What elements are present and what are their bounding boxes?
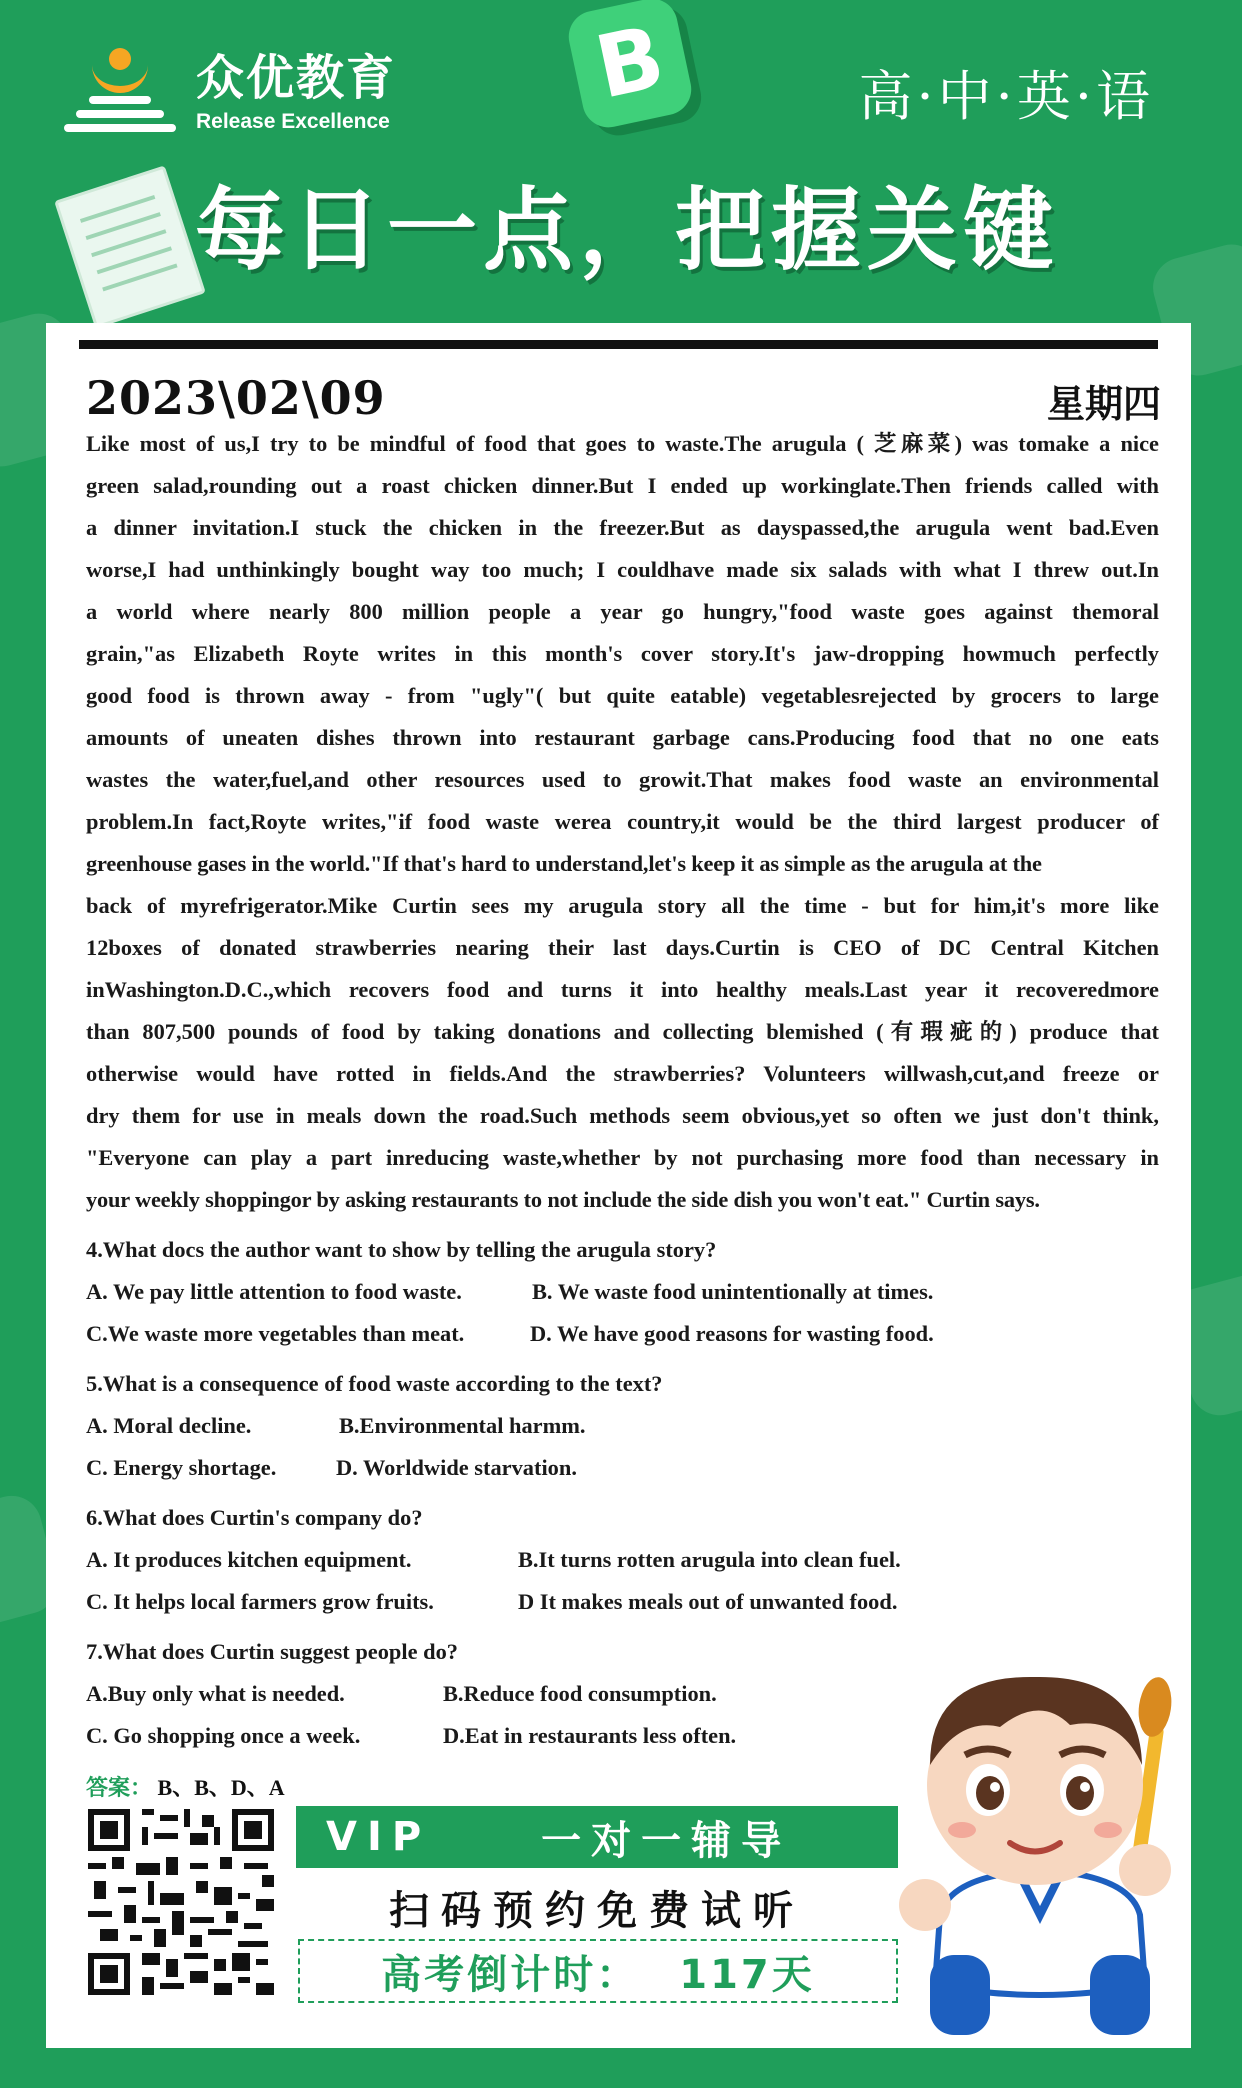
- passage-line: otherwise would have rotted in fields.And the strawberries? Volunteers willwash,cut,and freeze or: [86, 1061, 1159, 1086]
- tutoring-label: 一对一辅导: [541, 1817, 792, 1864]
- question-4-option-b: B. We waste food unintentionally at times.: [532, 1279, 934, 1304]
- passage-line: worse,I had unthinkingly bought way too much; I couldhave made six salads with what I threw out.In: [86, 557, 1159, 582]
- boy-mascot-icon: [870, 1655, 1210, 2055]
- question-7-option-b: B.Reduce food consumption.: [443, 1681, 717, 1706]
- question-4-option-d: D. We have good reasons for wasting food.: [530, 1321, 934, 1346]
- countdown-label: 高考倒计时：: [381, 1951, 640, 1998]
- question-4-option-c: C.We waste more vegetables than meat.: [86, 1321, 465, 1346]
- question-7-option-a: A.Buy only what is needed.: [86, 1681, 345, 1706]
- countdown-value: 117天: [679, 1951, 815, 1998]
- passage-line: a world where nearly 800 million people a year go hungry,"food waste goes against themoral: [86, 599, 1159, 624]
- question-6-stem: 6.What does Curtin's company do?: [86, 1505, 423, 1530]
- question-6-option-d: D It makes meals out of unwanted food.: [518, 1589, 898, 1614]
- question-6-options-row-1: [86, 1539, 1146, 1581]
- vip-banner[interactable]: [296, 1806, 898, 1868]
- passage-line: "Everyone can play a part inreducing waste,whether by not purchasing more food than necessary in: [86, 1145, 1159, 1170]
- passage-line: green salad,rounding out a roast chicken dinner.But I ended up workinglate.Then friends called with: [86, 473, 1159, 498]
- passage-line: good food is thrown away - from "ugly"( but quite eatable) vegetablesrejected by grocers to large: [86, 683, 1159, 708]
- question-7-option-d: D.Eat in restaurants less often.: [443, 1723, 737, 1748]
- question-6-option-a: A. It produces kitchen equipment.: [86, 1547, 412, 1572]
- passage-line: problem.In fact,Royte writes,"if food waste werea country,it would be the third largest producer of: [86, 809, 1159, 834]
- subject-title: 高·中·英·语: [858, 65, 1154, 128]
- question-5-options-row-2: [86, 1447, 1146, 1489]
- question-4-options-row-1: [86, 1271, 1146, 1313]
- reading-passage: [86, 423, 1159, 1221]
- question-4-stem: 4.What docs the author want to show by telling the arugula story?: [86, 1237, 717, 1262]
- answer-line: [86, 1771, 285, 1802]
- question-5-option-a: A. Moral decline.: [86, 1413, 252, 1438]
- passage-line: back of myrefrigerator.Mike Curtin sees my arugula story all the time - but for him,it's more like: [86, 893, 1159, 918]
- brand-name-en: Release Excellence: [196, 110, 390, 133]
- question-5-option-c: C. Energy shortage.: [86, 1455, 277, 1480]
- passage-line: your weekly shoppingor by asking restaurants to not include the side dish you won't eat." Curtin says.: [86, 1187, 1040, 1212]
- passage-line: amounts of uneaten dishes thrown into restaurant garbage cans.Producing food that no one eats: [86, 725, 1159, 750]
- vip-label: VIP: [326, 1814, 432, 1860]
- question-4-option-a: A. We pay little attention to food waste.: [86, 1279, 462, 1304]
- question-4-options-row-2: [86, 1313, 1146, 1355]
- question-5-stem: 5.What is a consequence of food waste according to the text?: [86, 1371, 663, 1396]
- date: 2023\02\09: [86, 371, 386, 425]
- passage-line: wastes the water,fuel,and other resources used to growit.That makes food waste an environmental: [86, 767, 1159, 792]
- brand-name-cn: 众优教育: [196, 50, 397, 106]
- qr-code-graphic: [82, 1803, 280, 2001]
- brand-logo: [62, 48, 396, 140]
- passage-line: dry them for use in meals down the road.Such methods seem obvious,yet so often we just don't think,: [86, 1103, 1159, 1128]
- letter-b: B: [587, 7, 673, 119]
- passage-line: grain,"as Elizabeth Royte writes in this month's cover story.It's jaw-dropping howmuch perfectly: [86, 641, 1159, 666]
- passage-line: than 807,500 pounds of food by taking donations and collecting blemished (有瑕疵的) produce that: [86, 1019, 1159, 1044]
- weekday: 星期四: [1046, 382, 1161, 426]
- top-divider: [79, 340, 1158, 349]
- passage-line: inWashington.D.C.,which recovers food and turns it into healthy meals.Last year it recoveredmore: [86, 977, 1159, 1002]
- logo-icon: [62, 48, 178, 140]
- question-6-options-row-2: [86, 1581, 1146, 1623]
- question-5-option-b: B.Environmental harmm.: [339, 1413, 586, 1438]
- question-7-stem: 7.What does Curtin suggest people do?: [86, 1639, 458, 1664]
- passage-line: a dinner invitation.I stuck the chicken in the freezer.But as dayspassed,the arugula went bad.Even: [86, 515, 1159, 540]
- qr-code[interactable]: [82, 1803, 280, 2001]
- passage-line: Like most of us,I try to be mindful of food that goes to waste.The arugula ( 芝麻菜) was tomake a nice: [86, 431, 1159, 456]
- exam-countdown: [298, 1939, 898, 2003]
- question-5-options-row-1: [86, 1405, 1146, 1447]
- slogan-title: 每日一点，把握关键: [195, 178, 1059, 283]
- question-7-option-c: C. Go shopping once a week.: [86, 1723, 361, 1748]
- scan-to-book-text: 扫码预约免费试听: [389, 1888, 805, 1934]
- answer-value: B、B、D、A: [157, 1775, 285, 1800]
- passage-line: 12boxes of donated strawberries nearing their last days.Curtin is CEO of DC Central Kitchen: [86, 935, 1159, 960]
- question-6-option-c: C. It helps local farmers grow fruits.: [86, 1589, 434, 1614]
- answer-label: 答案：: [86, 1776, 153, 1801]
- question-6-option-b: B.It turns rotten arugula into clean fuel.: [518, 1547, 901, 1572]
- question-5-option-d: D. Worldwide starvation.: [336, 1455, 577, 1480]
- passage-line: greenhouse gases in the world."If that's hard to understand,let's keep it as simple as the arugula at the: [86, 851, 1042, 876]
